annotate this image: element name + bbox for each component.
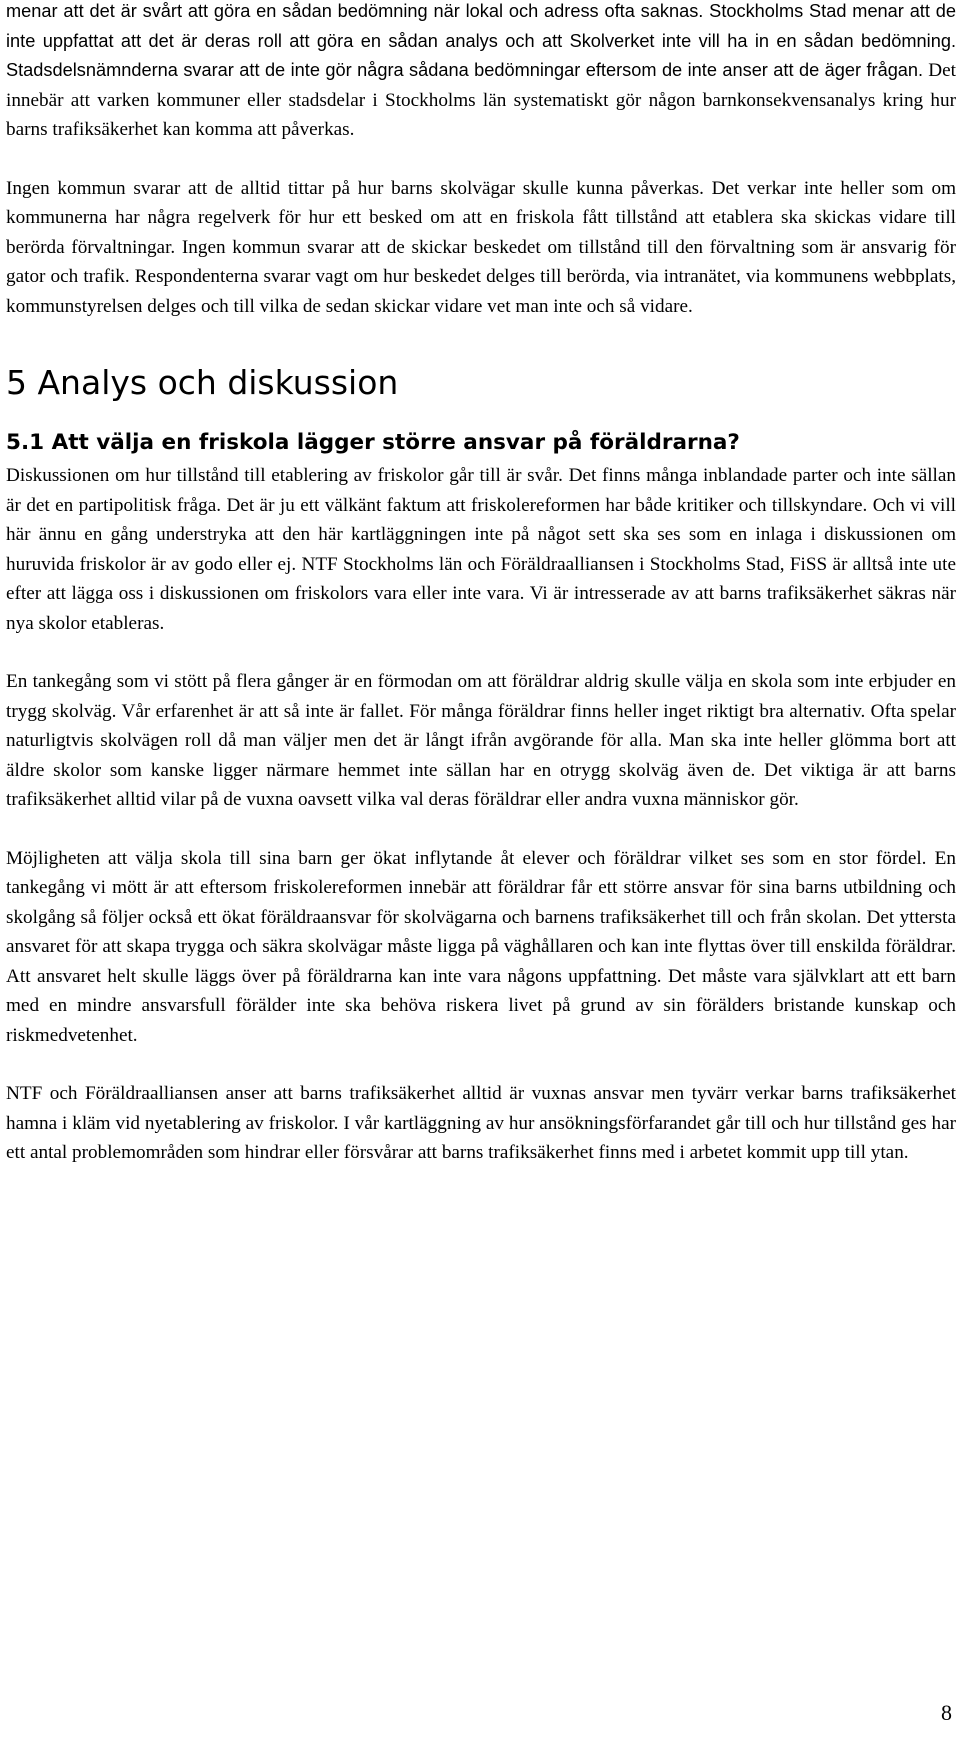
paragraph-5: Möjligheten att välja skola till sina barn ger ökat inflytande åt elever och föräldrar vilket ses som en stor fördel. En tankegång vi mött är att eftersom friskolereformen innebär att föräldrar får ett större ansvar för sina barns utbildning och skolgång så följer också ett ökat föräldraansvar för skolvägarna och barnens trafiksäkerhet till och från skolan. Det yttersta ansvaret för att skapa trygga och säkra skolvägar måste ligga på väghållaren och kan inte flyttas över till enskilda föräldrar. Att ansvaret helt skulle läggs över på föräldrarna kan inte vara någons uppfattning. Det måste vara självklart att ett barn med en mindre ansvarsfull förälder inte ska behöva riskera livet på grund av sin förälders bristande kunskap och riskmedvetenhet. (6, 847, 956, 1046)
paragraph-2: Ingen kommun svarar att de alltid tittar på hur barns skolvägar skulle kunna påverkas. Det verkar inte heller som om kommunerna har några regelverk för hur ett besked om att en friskola fått tillstånd att etablera ska skickas vidare till berörda förvaltningar. Ingen kommun svarar att de skickar beskedet om tillstånd till den förvaltning som är ansvarig för gator och trafik. Respondenterna svarar vagt om hur beskedet delges till berörda, via intranätet, via kommunens webbplats, kommunstyrelsen delges och till vilka de sedan skickar vidare vet man inte och så vidare. (6, 177, 956, 317)
subsection-heading: 5.1 Att välja en friskola lägger större ansvar på föräldrarna? (6, 430, 740, 455)
page-number: 8 (941, 1700, 952, 1725)
paragraph-4: En tankegång som vi stött på flera gånger är en förmodan om att föräldrar aldrig skulle välja en skola som inte erbjuder en trygg skolväg. Vår erfarenhet är att så inte är fallet. För många föräldrar finns heller inget riktigt bra alternativ. Ofta spelar naturligtvis skolvägen roll då man väljer men det är långt ifrån avgörande för alla. Man ska inte heller glömma bort att äldre skolor som kanske ligger närmare hemmet inte sällan har en otrygg skolväg även de. Det viktiga är att barns trafiksäkerhet alltid vilar på de vuxna oavsett vilka val deras föräldrar eller andra vuxna människor gör. (6, 671, 956, 810)
section-heading: 5 Analys och diskussion (6, 363, 399, 402)
paragraph-6: NTF och Föräldraalliansen anser att barns trafiksäkerhet alltid är vuxnas ansvar men tyvärr verkar barns trafiksäkerhet hamna i kläm vid nyetablering av friskolor. I vår kartläggning av hur ansökningsförfarandet går till och hur tillstånd ges har ett antal problemområden som hindrar eller försvårar att barns trafiksäkerhet finns med i arbetet kommit upp till ytan. (6, 1083, 956, 1163)
paragraph-3: Diskussionen om hur tillstånd till etablering av friskolor går till är svår. Det finns många inblandade parter och inte sällan är det en partipolitisk fråga. Det är ju ett välkänt faktum att friskolereformen har både kritiker och tillskyndare. Och vi vill här ännu en gång understryka att den här kartläggningen inte på något sett ska ses som en inlaga i diskussionen om huruvida friskolor är av godo eller ej. NTF Stockholms län och Föräldraalliansen i Stockholms Stad, FiSS är alltså inte ute efter att lägga oss i diskussionen om friskolors vara eller inte vara. Vi är intresserade av att barns trafiksäkerhet säkras när nya skolor etableras. (6, 465, 956, 634)
paragraph-intro (6, 0, 956, 145)
paragraph-intro-serif-part: Det innebär att varken kommuner eller stadsdelar i Stockholms län systematiskt gör någon barnkonsekvensanalys kring hur barns trafiksäkerhet kan komma att påverkas. (6, 60, 956, 140)
paragraph-intro-sans-part: menar att det är svårt att göra en sådan bedömning när lokal och adress ofta saknas. Stockholms Stad menar att de inte uppfattat att det är deras roll att göra en sådan analys och att Skolverket inte vill ha in en sådan bedömning. Stadsdelsnämnderna svarar att de inte gör några sådana bedömningar eftersom de inte anser att de äger frågan. (6, 1, 956, 80)
document-page (6, 0, 956, 1168)
